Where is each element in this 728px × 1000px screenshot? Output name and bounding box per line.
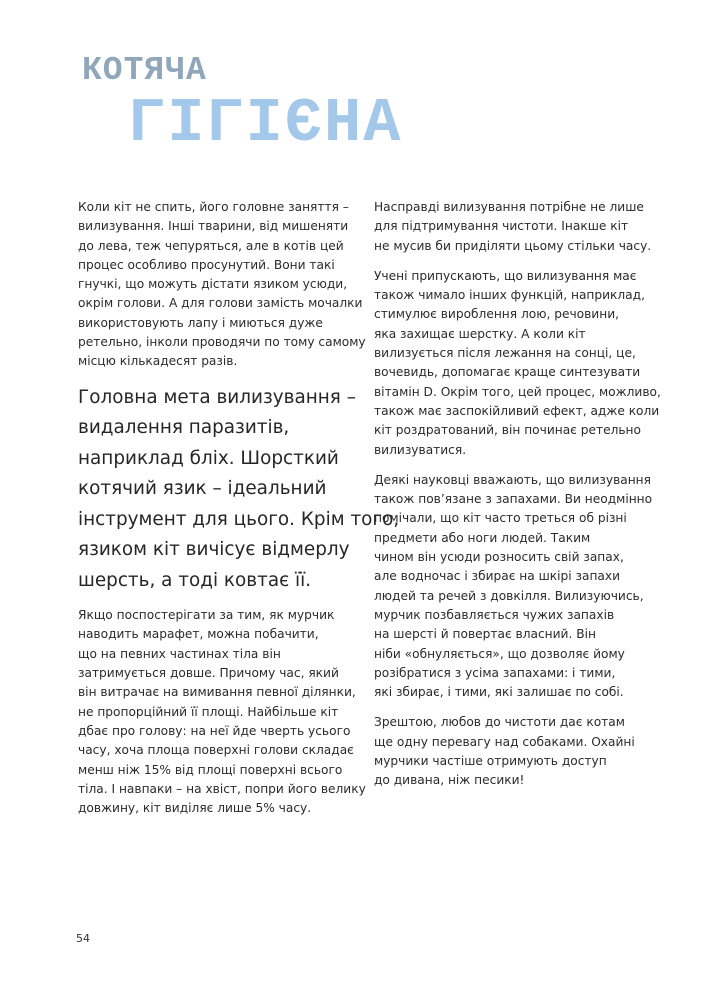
text-line: мурчик позбавляється чужих запахів [374,607,615,622]
text-line: на шерсті й повертає власний. Він [374,627,596,642]
paragraph [78,606,378,818]
text-line: людей та речей з довкілля. Вилизуючись, [374,588,644,603]
text-line: також пов’язане з запахами. Ви неодмінно [374,492,653,507]
text-line: до дивана, ніж песики! [374,773,525,788]
text-line: Якщо поспостерігати за тим, як мурчик [78,608,335,623]
text-line: інструмент для цього. Крім того, [78,508,400,530]
text-line: також чимало інших функцій, наприклад, [374,288,645,303]
text-line: часу, хоча площа поверхні голови складає [78,743,354,758]
text-line: також має заспокійливий ефект, адже коли [374,403,660,418]
text-line: кіт роздратований, він починає ретельно [374,423,641,438]
page-number: 54 [76,932,90,945]
text-line: менш ніж 15% від площі поверхні всього [78,762,343,777]
title-line-1: КОТЯЧА [82,52,207,89]
text-line: наводить марафет, можна побачити, [78,627,319,642]
text-line: шерсть, а тоді ковтає її. [78,569,312,591]
text-line: помічали, що кіт часто треться об різні [374,511,627,526]
pull-quote [78,383,400,597]
paragraph [374,471,674,703]
text-line: Учені припускають, що вилизування має [374,268,637,283]
text-line: ретельно, інколи проводячи по тому самому [78,335,366,350]
text-line: процес особливо просунутий. Вони такі [78,257,335,272]
text-line: мурчики частіше отримують доступ [374,754,607,769]
text-line: предмети або ноги людей. Таким [374,530,591,545]
text-line: вочевидь, допомагає краще синтезувати [374,365,641,380]
text-line: видалення паразитів, [78,417,290,439]
text-line: використовують лапу і миються дуже [78,315,323,330]
text-line: Головна мета вилизування – [78,386,356,408]
text-line: до лева, теж чепуряться, але в котів цей [78,238,344,253]
text-line: він витрачає на вимивання певної ділянки, [78,685,356,700]
left-column [78,198,400,829]
text-line: гнучкі, що можуть дістати язиком усюди, [78,277,348,292]
paragraph [78,198,378,372]
text-line: Насправді вилизування потрібне не лише [374,200,644,214]
text-line: що на певних частинах тіла він [78,646,281,661]
text-line: язиком кіт вичісує відмерлу [78,539,350,561]
text-line: яка захищає шерстку. А коли кіт [374,326,586,341]
text-line: для підтримування чистоти. Інакше кіт [374,219,629,234]
title-line-2: ГІГІЄНА [128,88,403,159]
paragraph [374,713,674,790]
text-line: дбає про голову: на неї йде чверть усього [78,723,351,738]
text-line: вилизується після лежання на сонці, це, [374,346,636,361]
paragraph [374,267,674,460]
text-line: наприклад бліх. Шорсткий [78,447,339,469]
text-line: місцю кількадесят разів. [78,354,238,369]
text-line: тіла. І навпаки – на хвіст, попри його велику [78,781,366,796]
text-line: Зрештою, любов до чистоти дає котам [374,715,625,730]
text-line: котячий язик – ідеальний [78,478,327,500]
text-line: Деякі науковці вважають, що вилизування [374,472,651,487]
text-line: стимулює вироблення лою, речовини, [374,307,619,322]
text-line: розібратися з усіма запахами: і тими, [374,665,616,680]
text-line: вітамін D. Окрім того, цей процес, можливо, [374,384,661,399]
text-line: затримується довше. Причому час, який [78,666,339,681]
text-line: чином він усюди розносить свій запах, [374,550,624,565]
paragraph [374,198,674,256]
text-line: Коли кіт не спить, його головне заняття – [78,200,349,214]
text-line: які збирає, і тими, які залишає по собі. [374,685,624,700]
text-line: довжину, кіт виділяє лише 5% часу. [78,801,312,816]
text-line: вилизування. Інші тварини, від мишеняти [78,219,349,234]
text-line: вилизуватися. [374,442,467,457]
text-line: ще одну перевагу над собаками. Охайні [374,734,635,749]
text-line: але водночас і збирає на шкірі запахи [374,569,621,584]
text-line: не пропорційний її площі. Найбільше кіт [78,704,339,719]
text-line: ніби «обнуляється», що дозволяє йому [374,646,625,661]
text-line: не мусив би приділяти цьому стільки часу. [374,238,652,253]
text-line: окрім голови. А для голови замість мочалки [78,296,363,311]
right-column [374,198,674,802]
